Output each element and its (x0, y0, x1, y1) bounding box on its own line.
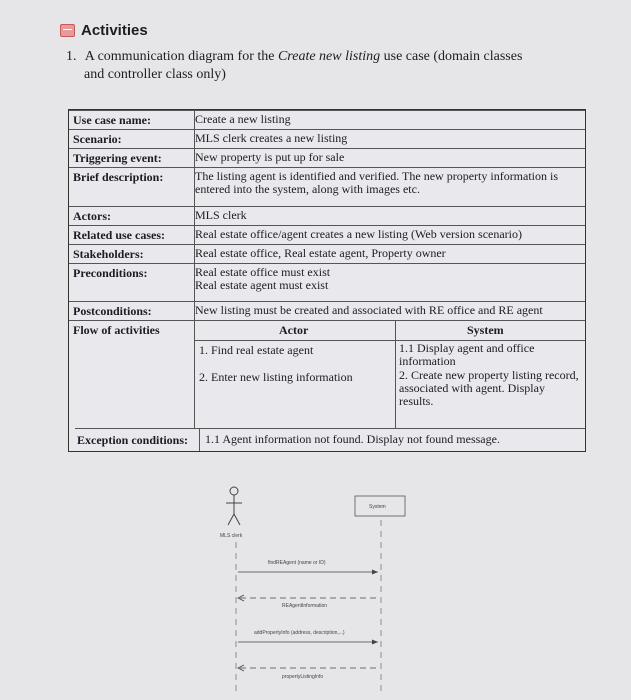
arrow-head (372, 640, 378, 645)
row-label: Preconditions: (73, 266, 148, 280)
exception-row (75, 428, 585, 451)
activity-icon (60, 24, 75, 37)
message-label: findREAgent (name or ID) (268, 560, 326, 566)
flow-row (69, 320, 585, 429)
table-row (69, 129, 585, 148)
exception-value: 1.1 Agent information not found. Display not found message. (205, 432, 500, 446)
table-row (69, 206, 585, 225)
row-value: MLS clerk (195, 208, 247, 222)
system-header: System (467, 323, 504, 337)
task-number: 1. (66, 49, 77, 64)
row-label: Brief description: (73, 170, 164, 184)
precondition-1: Real estate office must exist (195, 265, 331, 279)
section-header (60, 22, 148, 39)
row-value: Real estate office, Real estate agent, Property owner (195, 246, 446, 260)
use-case-table (68, 109, 586, 452)
row-value: Create a new listing (195, 112, 291, 126)
table-row (69, 263, 585, 300)
actor-step: 2. Enter new listing information (199, 370, 353, 384)
row-value: MLS clerk creates a new listing (195, 131, 348, 145)
row-label: Use case name: (73, 113, 151, 127)
section-title: Activities (81, 22, 148, 39)
table-row (69, 167, 585, 205)
table-row (69, 148, 585, 167)
arrow-head (372, 570, 378, 575)
row-value: New listing must be created and associated with RE office and RE agent (195, 303, 543, 317)
row-label: Triggering event: (73, 151, 162, 165)
table-row (69, 301, 585, 320)
task-line1-pre: A communication diagram for the (84, 49, 278, 64)
system-step: 1.1 Display agent and office information (399, 341, 535, 368)
sequence-diagram (0, 470, 631, 700)
row-label: Related use cases: (73, 228, 165, 242)
task-line1-post: use case (domain classes (380, 49, 523, 64)
task-description (66, 48, 586, 84)
row-value: The listing agent is identified and verified. The new property information is entered into the system, along with images etc. (195, 169, 559, 196)
table-row (69, 225, 585, 244)
message-label: propertyListingInfo (282, 674, 324, 680)
message-label: addPropertyInfo (address, description,...) (254, 630, 345, 636)
row-label: Scenario: (73, 132, 122, 146)
row-label: Postconditions: (73, 304, 152, 318)
actor-step: 1. Find real estate agent (199, 343, 314, 357)
actor-header: Actor (279, 323, 309, 337)
precondition-2: Real estate agent must exist (195, 278, 329, 292)
system-label: System (369, 504, 386, 510)
flow-divider (395, 321, 396, 429)
task-line2: and controller class only) (84, 67, 226, 82)
row-label: Actors: (73, 209, 111, 223)
row-value (195, 266, 581, 292)
actor-icon (226, 487, 242, 525)
row-label: Stakeholders: (73, 247, 144, 261)
system-step: 2. Create new property listing record, associated with agent. Display results. (399, 368, 579, 408)
actor-label: MLS clerk (220, 533, 243, 539)
exception-label: Exception conditions: (77, 433, 189, 447)
task-line1-italic: Create new listing (277, 49, 381, 64)
table-row (69, 110, 585, 129)
message-label: REAgentInformation (282, 603, 328, 609)
flow-label: Flow of activities (73, 323, 160, 337)
row-value: Real estate office/agent creates a new listing (Web version scenario) (195, 227, 523, 241)
row-value: New property is put up for sale (195, 150, 345, 164)
table-row (69, 244, 585, 263)
